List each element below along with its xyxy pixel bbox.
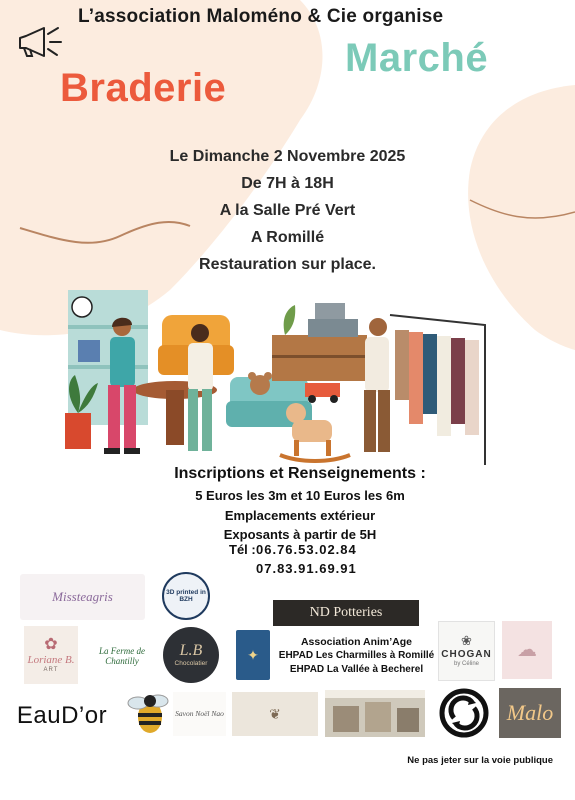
card-star-icon: ✦ [247, 646, 259, 663]
chogan-flower-icon: ❀ [461, 633, 472, 649]
sponsor-photo [325, 690, 425, 737]
sponsor-ferme [96, 630, 148, 682]
event-venue: A la Salle Pré Vert [219, 202, 356, 219]
title-marche: Marché [345, 36, 489, 80]
round-badge-label: 3D printed in BZH [166, 588, 206, 603]
inscriptions-heading: Inscriptions et Renseignements : [174, 465, 426, 482]
lb-subtitle: Chocolatier [174, 660, 208, 668]
title-braderie: Braderie [60, 66, 227, 110]
loriane-label: Loriane B. [27, 654, 75, 667]
sponsor-malo [499, 688, 561, 738]
loriane-subtitle: ART [43, 667, 59, 674]
market-illustration [60, 285, 500, 470]
chogan-label: CHOGAN [441, 649, 492, 661]
ehpad-becherel: EHPAD La Vallée à Becherel [289, 664, 424, 676]
sponsor-pink-card [502, 621, 552, 679]
sponsor-eaudor [2, 698, 122, 734]
phone-number-1: 06.76.53.02.84 [256, 542, 357, 557]
sponsor-blue-card [236, 630, 270, 680]
association-block [269, 635, 444, 677]
sponsor-round-badge [162, 572, 210, 620]
sponsor-nd-potteries [273, 600, 419, 626]
missteagris-label: Missteagris [52, 588, 113, 604]
sponsor-recycle [434, 688, 494, 738]
event-town: A Romillé [250, 229, 325, 246]
exhibitors-time-text: Exposants à partir de 5H [223, 527, 377, 542]
footer-notice: Ne pas jeter sur la voie publique [407, 755, 553, 766]
sponsor-card-beige [232, 692, 318, 736]
sponsor-loriane [24, 626, 78, 684]
event-date: Le Dimanche 2 Novembre 2025 [169, 148, 406, 165]
sponsor-lb-chocolatier [163, 627, 219, 683]
cloud-icon: ☁ [517, 638, 537, 661]
lb-label: L.B [179, 642, 203, 660]
sponsor-chogan [438, 621, 495, 681]
sponsor-savon [173, 692, 226, 736]
flower-icon: ✿ [44, 636, 58, 654]
outdoor-spots-text: Emplacements extérieur [224, 508, 376, 523]
savon-label: Savon Noël Nao [175, 708, 224, 718]
phone-number-2: 07.83.91.69.91 [256, 561, 357, 576]
ehpad-romille: EHPAD Les Charmilles à Romillé [278, 650, 435, 662]
ferme-label: La Ferme de Chantilly [99, 645, 145, 666]
association-name: Association Anim’Age [300, 636, 413, 648]
phone-label: Tél : [229, 542, 256, 557]
event-hours: De 7H à 18H [241, 175, 334, 192]
megaphone-icon [14, 14, 64, 58]
event-food: Restauration sur place. [199, 256, 376, 273]
building-photo-icon [325, 690, 425, 737]
card-leaf-icon: ❦ [269, 705, 281, 722]
sponsor-missteagris [20, 574, 145, 620]
chogan-subtitle: by Céline [453, 660, 479, 667]
recycle-icon [439, 688, 489, 738]
bee-icon [124, 689, 172, 737]
malo-label: Malo [506, 700, 554, 726]
pricing-text: 5 Euros les 3m et 10 Euros les 6m [195, 488, 405, 503]
organiser-headline: L’association Maloméno & Cie organise [78, 6, 444, 27]
nd-potteries-label: ND Potteries [309, 604, 383, 620]
eaudor-label: EauD’or [16, 702, 108, 730]
